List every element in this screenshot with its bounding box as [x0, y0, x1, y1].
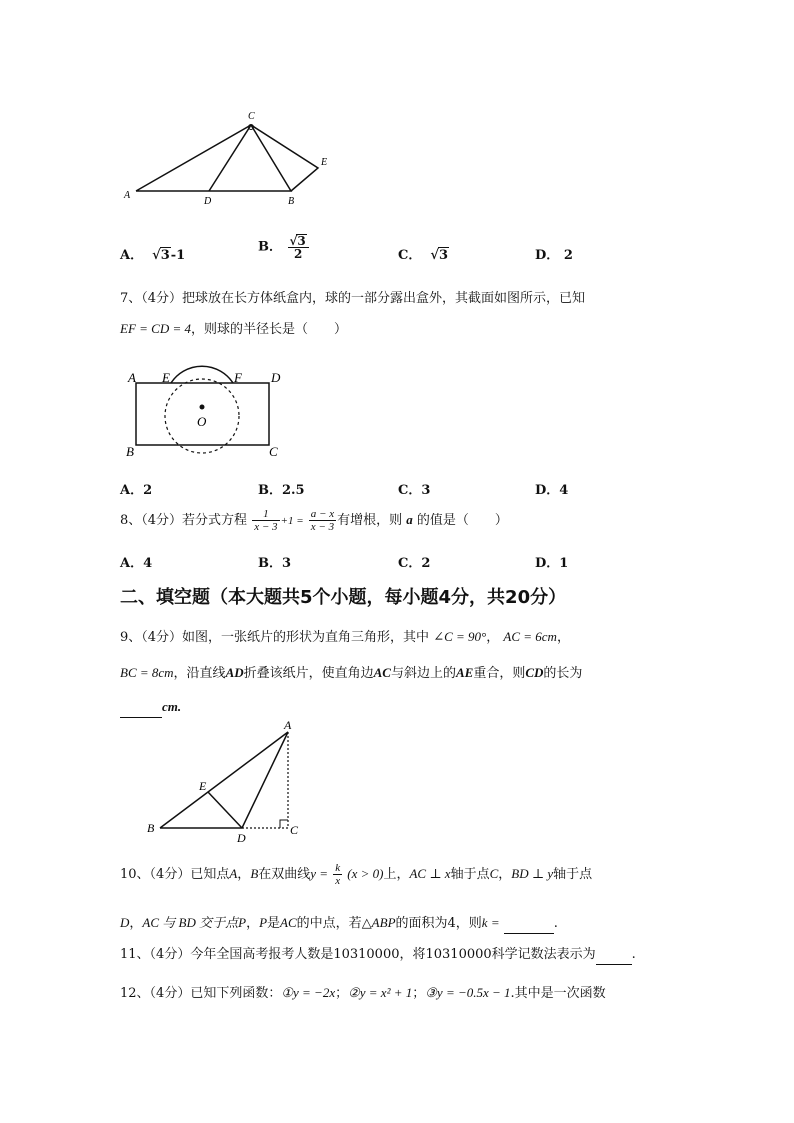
q6-option-d: D． 2: [535, 248, 573, 263]
q9-line2: BC = 8cm，沿直线AD折叠该纸片，使直角边AC与斜边上的AE重合，则CD的长为: [120, 665, 583, 681]
label-F: F: [234, 370, 242, 385]
label-E: E: [162, 370, 170, 385]
section-heading: 二、填空题（本大题共5个小题，每小题4分，共20分）: [120, 587, 567, 608]
label-C: C: [290, 823, 299, 837]
q12-line: 12、（4分）已知下列函数：①y = −2x；②y = x² + 1；③y = −0.5x − 1.其中是一次函数: [120, 985, 606, 1001]
label-C: C: [248, 111, 255, 122]
label-B: B: [288, 196, 295, 207]
q7-line2: EF = CD = 4，则球的半径长是（ ）: [120, 321, 348, 337]
q7-option-d: D．4: [535, 483, 569, 498]
q11-answer-blank[interactable]: [596, 946, 632, 965]
q8-line: 8、（4分）若分式方程 $\frac{1}{x - 3}$ +1 = $\frac{a - x}{x - 3}$ 有增根，则 a 的值是（ ）: [120, 508, 508, 533]
q7-option-a: A．2: [120, 483, 153, 498]
label-B: B: [126, 444, 134, 459]
label-O: O: [197, 414, 207, 429]
q11-line: 11、（4分）今年全国高考报考人数是10310000，将10310000科学记数法表示为 .: [120, 946, 636, 965]
label-D: D: [271, 370, 281, 385]
label-E: E: [321, 157, 328, 168]
q6-option-c: C． √3: [398, 248, 449, 263]
label-B: B: [147, 821, 155, 835]
figure-triangle-acde: [118, 105, 338, 215]
q7-option-b: B．2.5: [258, 483, 305, 498]
figure-box-ball: [118, 362, 298, 462]
q8-option-d: D．1: [535, 556, 569, 571]
q9-answer-blank[interactable]: [120, 699, 162, 718]
label-E: E: [199, 779, 207, 793]
figure-folded-triangle: [140, 718, 310, 843]
label-A: A: [124, 190, 131, 201]
q7-option-c: C．3: [398, 483, 431, 498]
q6-option-a: A． √3-1: [120, 248, 186, 263]
label-D: D: [204, 196, 212, 207]
q8-option-c: C．2: [398, 556, 431, 571]
label-A: A: [284, 718, 292, 732]
q10-line2: D，AC 与 BD 交于点P，P是AC的中点，若△ABP的面积为4，则k = .: [120, 914, 558, 934]
label-A: A: [128, 370, 136, 385]
q9-line1: 9、（4分）如图，一张纸片的形状为直角三角形，其中 ∠C = 90°， AC = 6cm，: [120, 629, 570, 645]
label-D: D: [237, 831, 246, 843]
q8-option-a: A．4: [120, 556, 153, 571]
label-C: C: [269, 444, 278, 459]
q6-option-b: B． $\frac{√3}{2}$: [258, 234, 310, 260]
q10-answer-blank[interactable]: [504, 915, 554, 934]
q8-option-b: B．3: [258, 556, 292, 571]
q10-line1: 10、（4分）已知点A，B在双曲线y = $\frac{k}{x}$ (x > 0)上，AC ⊥ x轴于点C，BD ⊥ y轴于点: [120, 862, 593, 887]
q7-line1: 7、（4分）把球放在长方体纸盒内，球的一部分露出盒外，其截面如图所示，已知: [120, 291, 586, 306]
q9-blank-line: cm.: [120, 698, 181, 718]
